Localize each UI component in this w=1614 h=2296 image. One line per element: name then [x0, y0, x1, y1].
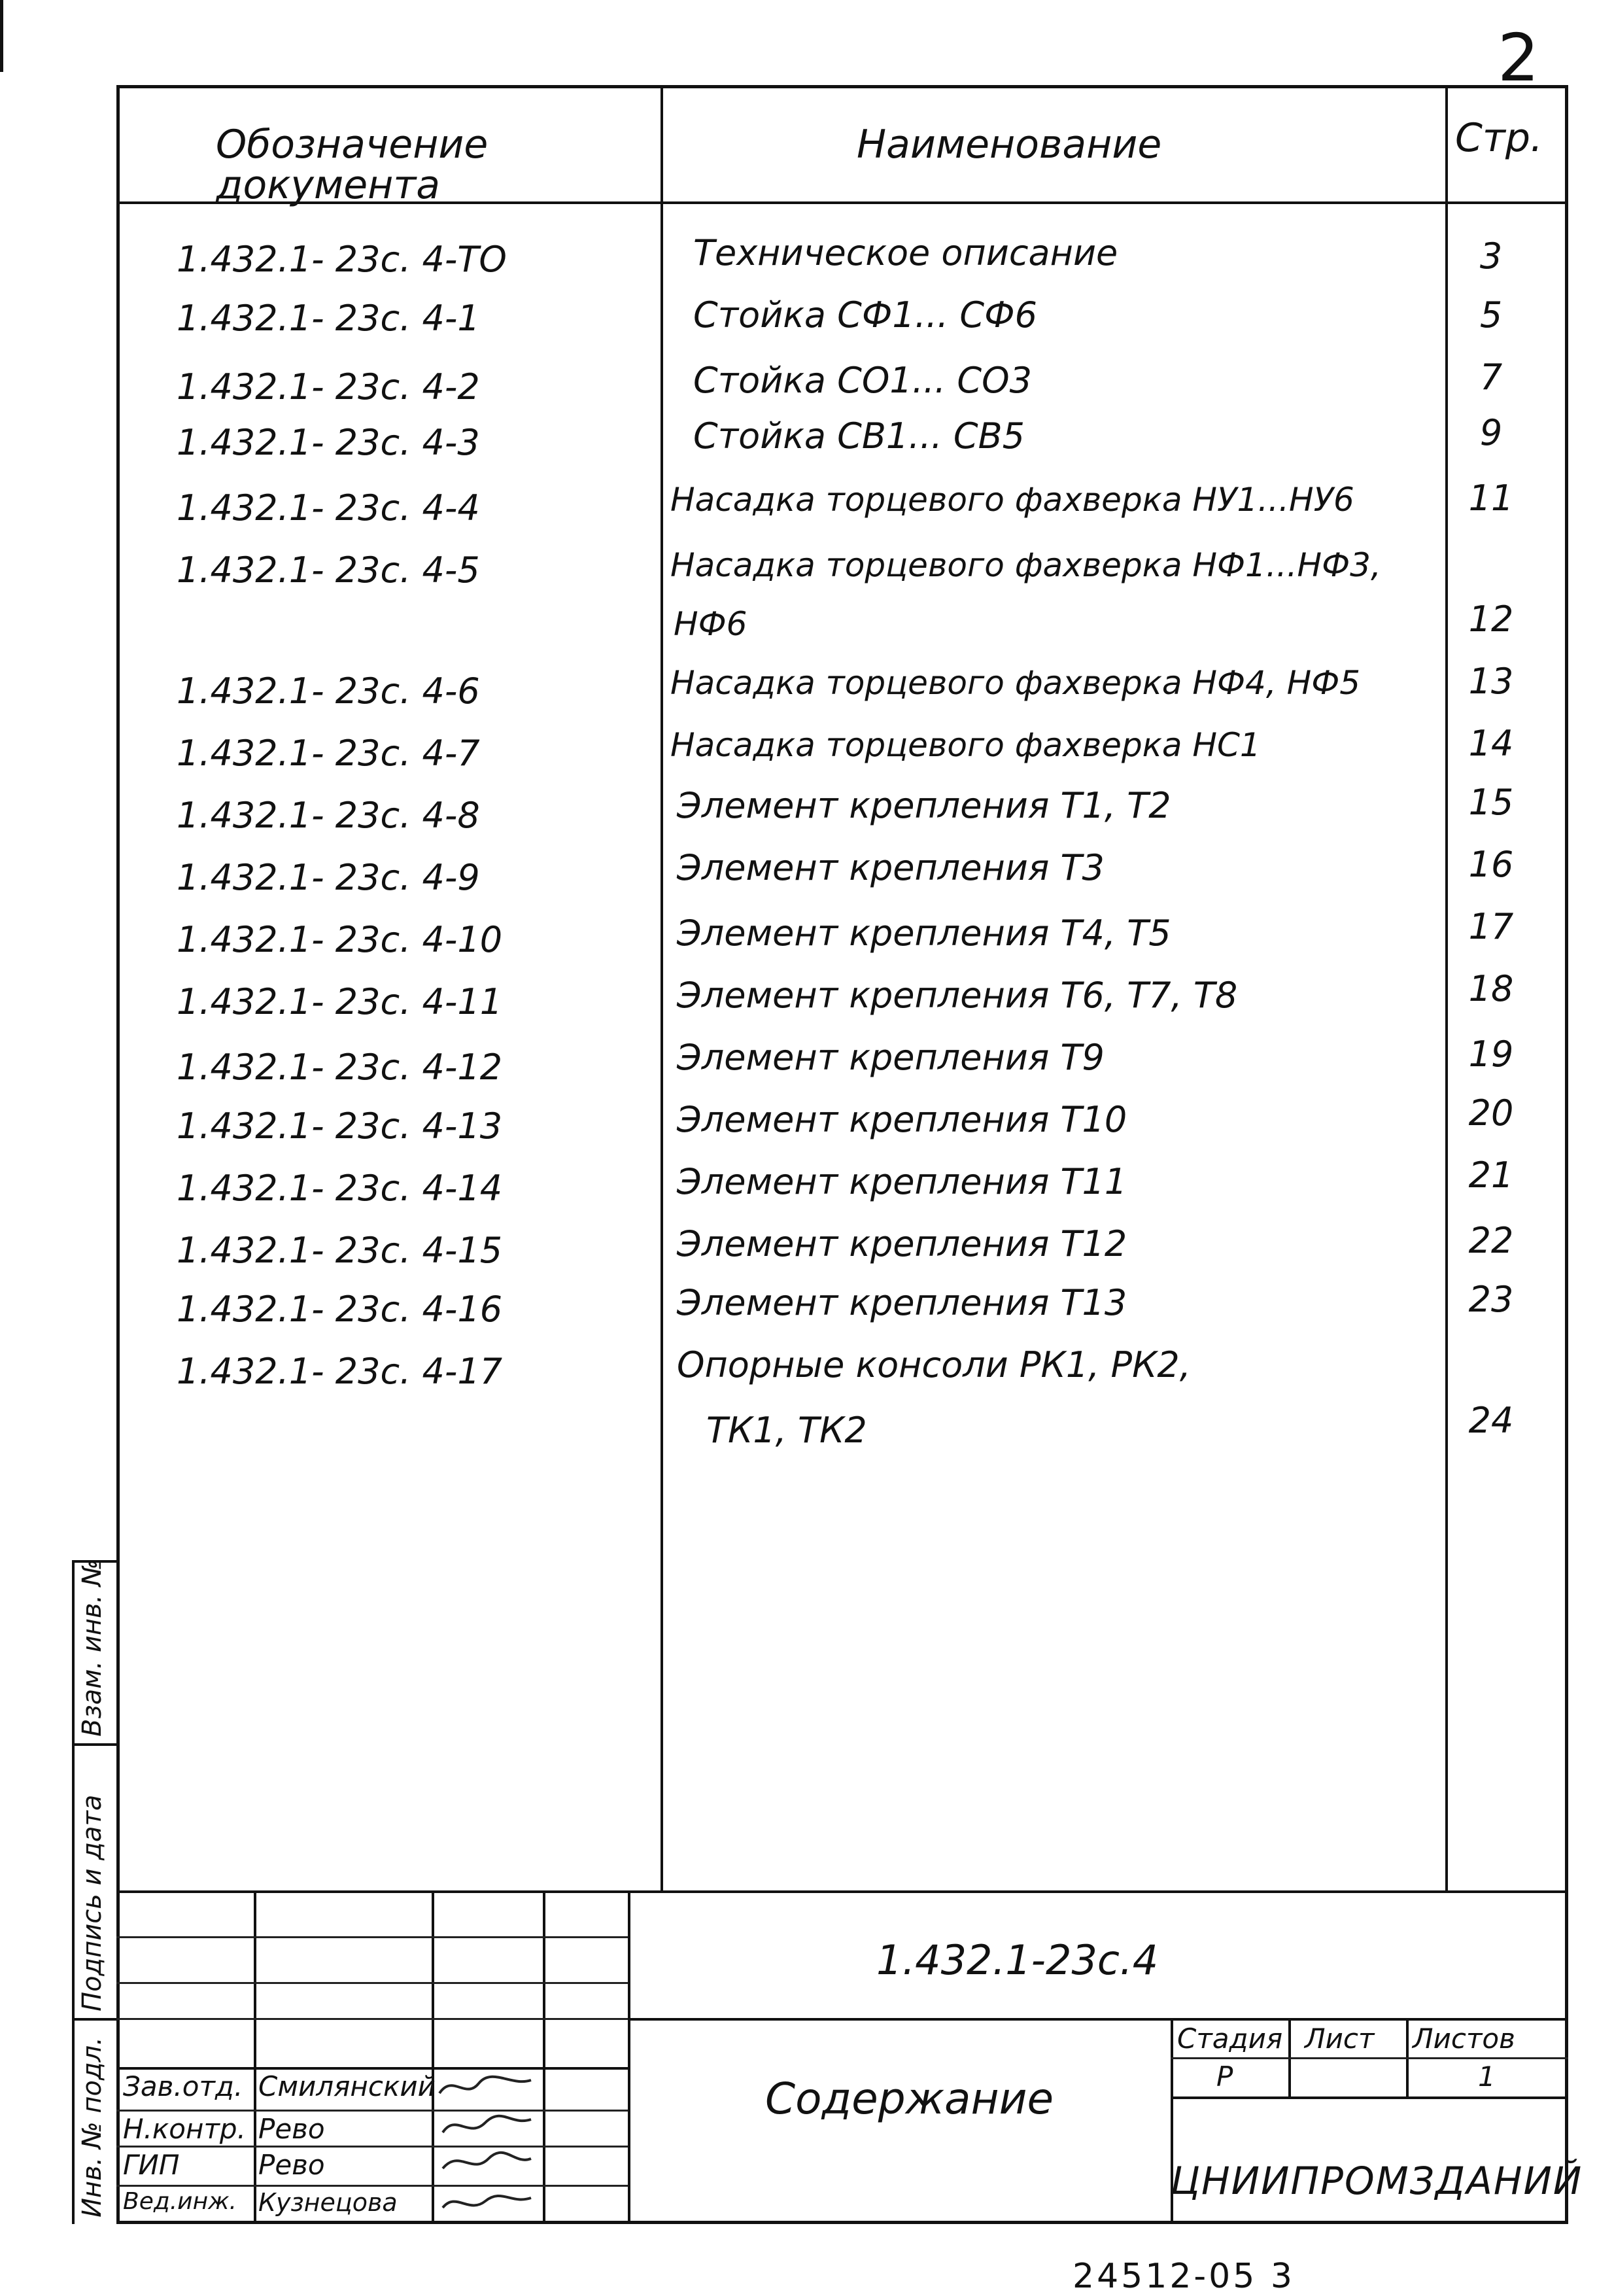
side-label-inv-no-orig: Инв. № подл. [77, 2037, 107, 2218]
stamp-role: Вед.инж. [123, 2188, 237, 2215]
row-page: 3 [1479, 235, 1503, 277]
stamp-sheets-label: Листов [1413, 2023, 1515, 2055]
column-divider-1 [661, 85, 663, 1890]
signature-marks [433, 2067, 543, 2224]
row-code: 1.432.1- 23с. 4-1 [177, 298, 480, 339]
row-page: 20 [1468, 1092, 1514, 1134]
row-page: 13 [1468, 661, 1514, 702]
header-designation: Обозначение документа [216, 122, 489, 208]
sheet-number-divider [0, 0, 3, 72]
side-label-inv-no: Взам. инв. № [77, 1559, 107, 1737]
stamp-role: Зав.отд. [123, 2070, 243, 2102]
row-page: 15 [1468, 782, 1514, 823]
stamp-row-line [116, 1936, 628, 1938]
row-name: Насадка торцевого фахверка НФ1...НФ3, [670, 546, 1381, 584]
stamp-role: ГИП [123, 2149, 180, 2181]
row-page: 24 [1468, 1400, 1514, 1441]
row-name: Элемент крепления Т9 [677, 1037, 1105, 1078]
header-name: Наименование [857, 122, 1162, 167]
stamp-row-line [116, 2146, 628, 2148]
row-code: 1.432.1- 23с. 4-5 [177, 549, 480, 591]
side-labels [72, 1560, 118, 2221]
stamp-col-3 [543, 1890, 545, 2224]
stamp-row-line [116, 1982, 628, 1984]
row-name: Элемент крепления Т4, Т5 [677, 913, 1171, 954]
row-code: 1.432.1- 23с. 4-8 [177, 795, 480, 836]
row-name: НФ6 [674, 605, 747, 643]
row-name: Элемент крепления Т13 [677, 1282, 1127, 1323]
row-name: Элемент крепления Т1, Т2 [677, 785, 1171, 826]
row-code: 1.432.1- 23с. 4-2 [177, 366, 480, 408]
row-code: 1.432.1- 23с. 4-ТО [177, 239, 507, 280]
stamp-person: Рево [258, 2113, 325, 2145]
stamp-col-1 [254, 1890, 256, 2224]
row-name: Элемент крепления Т3 [677, 847, 1105, 888]
stamp-row-line [116, 2067, 628, 2070]
header-page: Стр. [1455, 115, 1543, 161]
row-code: 1.432.1- 23с. 4-3 [177, 422, 480, 463]
stamp-sheets-value: 1 [1478, 2061, 1496, 2093]
row-code: 1.432.1- 23с. 4-14 [177, 1168, 503, 1209]
row-name: Насадка торцевого фахверка НС1 [670, 726, 1261, 764]
row-code: 1.432.1- 23с. 4-11 [177, 981, 503, 1022]
row-name: Стойка СВ1... СВ5 [693, 415, 1025, 457]
stamp-mid-line [628, 2018, 1568, 2021]
row-code: 1.432.1- 23с. 4-4 [177, 487, 480, 529]
row-name: Стойка СО1... СО3 [693, 360, 1032, 401]
row-name: Техническое описание [693, 232, 1118, 273]
stamp-stage-label: Стадия [1177, 2023, 1283, 2055]
row-name: Опорные консоли РК1, РК2, [677, 1344, 1191, 1385]
stamp-person: Смилянский [258, 2070, 436, 2102]
row-page: 21 [1468, 1155, 1514, 1196]
row-name: Элемент крепления Т6, Т7, Т8 [677, 975, 1238, 1016]
row-code: 1.432.1- 23с. 4-10 [177, 919, 503, 960]
row-page: 7 [1479, 357, 1503, 398]
stamp-person: Рево [258, 2149, 325, 2181]
row-name: Элемент крепления Т12 [677, 1223, 1127, 1264]
row-code: 1.432.1- 23с. 4-9 [177, 857, 480, 898]
row-page: 12 [1468, 599, 1514, 640]
row-page: 18 [1468, 968, 1514, 1009]
stamp-person: Кузнецова [258, 2188, 398, 2217]
row-name: Насадка торцевого фахверка НФ4, НФ5 [670, 664, 1361, 702]
row-code: 1.432.1- 23с. 4-16 [177, 1289, 503, 1330]
row-name: Элемент крепления Т10 [677, 1099, 1127, 1140]
stamp-row-line [116, 2018, 628, 2020]
stamp-top-line [116, 1890, 1568, 1893]
row-code: 1.432.1- 23с. 4-13 [177, 1105, 503, 1147]
row-page: 9 [1479, 412, 1503, 453]
stamp-stage-value: Р [1216, 2061, 1233, 2093]
side-label-signature-date: Подпись и дата [77, 1794, 107, 2011]
row-name: Стойка СФ1... СФ6 [693, 294, 1037, 336]
row-page: 19 [1468, 1034, 1514, 1075]
sheet-number: 2 [1498, 20, 1539, 96]
stamp-sheet-label: Лист [1305, 2023, 1375, 2055]
row-page: 17 [1468, 906, 1514, 947]
row-code: 1.432.1- 23с. 4-12 [177, 1047, 503, 1088]
row-page: 23 [1468, 1279, 1514, 1320]
row-code: 1.432.1- 23с. 4-7 [177, 733, 480, 774]
row-name: Элемент крепления Т11 [677, 1161, 1127, 1202]
row-page: 16 [1468, 844, 1514, 885]
row-page: 22 [1468, 1220, 1514, 1261]
stamp-doc-title: Содержание [765, 2074, 1054, 2124]
row-code: 1.432.1- 23с. 4-6 [177, 670, 480, 712]
stamp-col-4 [628, 1890, 630, 2224]
stamp-doc-code: 1.432.1-23с.4 [876, 1936, 1159, 1984]
stamp-stage-row [1171, 2057, 1568, 2059]
row-name: ТК1, ТК2 [706, 1410, 867, 1451]
row-page: 5 [1479, 294, 1503, 336]
stamp-organization: ЦНИИПРОМЗДАНИЙ [1171, 2159, 1583, 2203]
row-page: 11 [1468, 478, 1514, 519]
row-code: 1.432.1- 23с. 4-17 [177, 1351, 503, 1392]
stamp-role: Н.контр. [123, 2113, 246, 2145]
row-code: 1.432.1- 23с. 4-15 [177, 1230, 503, 1271]
archive-number: 24512-05 3 [1073, 2257, 1295, 2296]
stamp-row-line [116, 2185, 628, 2187]
stamp-stage-bottom [1171, 2096, 1568, 2099]
row-name: Насадка торцевого фахверка НУ1...НУ6 [670, 481, 1354, 519]
row-page: 14 [1468, 723, 1514, 764]
stamp-row-line [116, 2110, 628, 2112]
